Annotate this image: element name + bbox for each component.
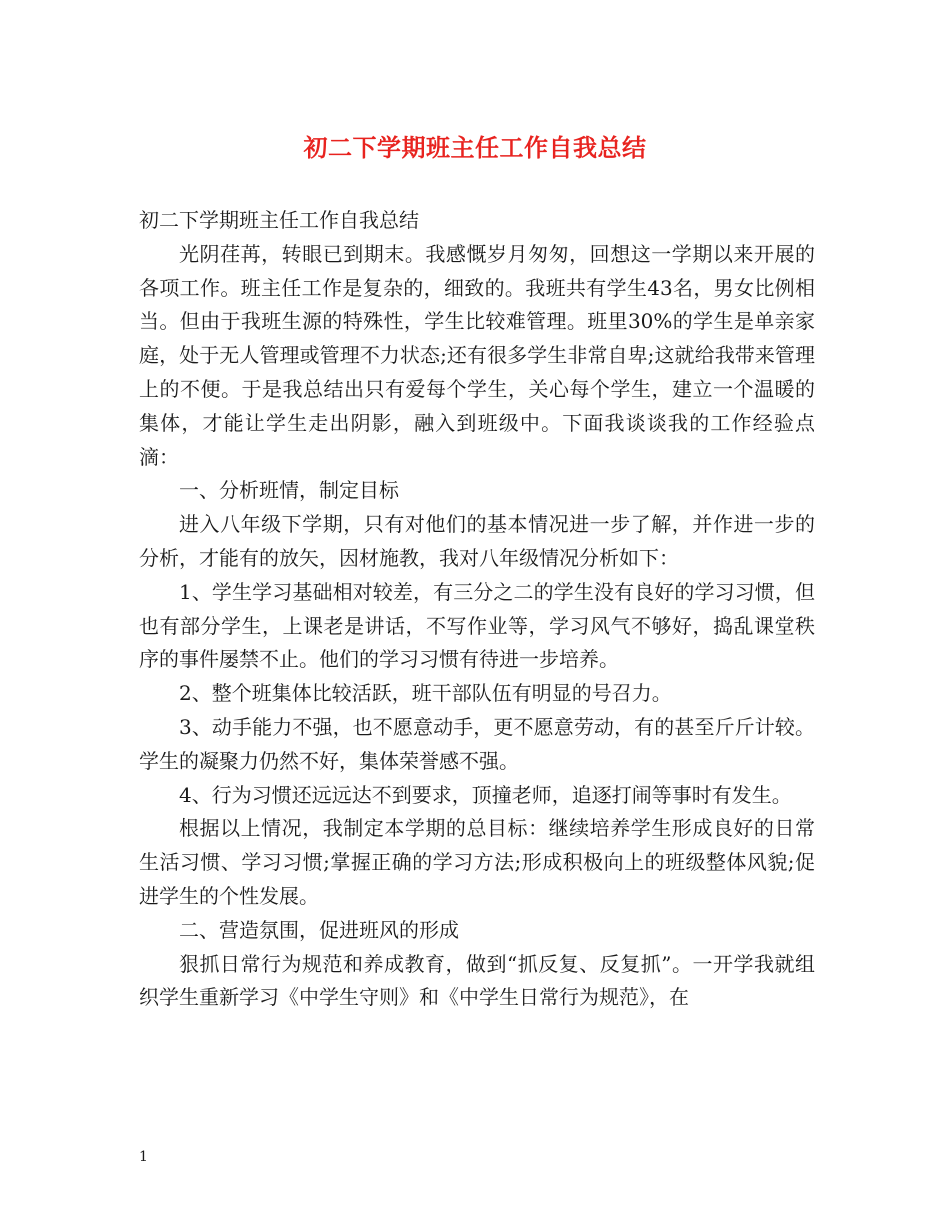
section-heading-2: 二、营造氛围，促进班风的形成 <box>179 917 459 942</box>
section-heading-1: 一、分析班情，制定目标 <box>179 478 399 503</box>
paragraph-analysis: 进入八年级下学期，只有对他们的基本情况进一步了解，并作进一步的分析，才能有的放矢，因材施教，我对八年级情况分析如下： <box>139 512 815 570</box>
list-item-1: 1、学生学习基础相对较差，有三分之二的学生没有良好的学习习惯，但也有部分学生，上课老是讲话，不写作业等，学习风气不够好，捣乱课堂秩序的事件屡禁不止。他们的学习习惯有待进一步培养。 <box>139 579 815 672</box>
document-body <box>139 204 815 1015</box>
paragraph-behavior: 狠抓日常行为规范和养成教育，做到“抓反复、反复抓”。一开学我就组织学生重新学习《中学生守则》和《中学生日常行为规范》，在 <box>139 951 815 1010</box>
list-item-4: 4、行为习惯还远远达不到要求，顶撞老师，追逐打闹等事时有发生。 <box>179 782 792 807</box>
paragraph-goals: 根据以上情况，我制定本学期的总目标：继续培养学生形成良好的日常生活习惯、学习习惯;掌握正确的学习方法;形成积极向上的班级整体风貌;促进学生的个性发展。 <box>139 816 815 908</box>
document-title: 初二下学期班主任工作自我总结 <box>303 133 647 162</box>
page-number: 1 <box>139 1149 148 1165</box>
list-item-3: 3、动手能力不强，也不愿意动手，更不愿意劳动，有的甚至斤斤计较。学生的凝聚力仍然不好，集体荣誉感不强。 <box>139 714 815 773</box>
body-heading: 初二下学期班主任工作自我总结 <box>139 208 419 232</box>
paragraph-intro: 光阴荏苒，转眼已到期末。我感慨岁月匆匆，回想这一学期以来开展的各项工作。班主任工作是复杂的，细致的。我班共有学生43名，男女比例相当。但由于我班生源的特殊性，学生比较难管理。班里30%的学生是单亲家庭，处于无人管理或管理不力状态;还有很多学生非常自卑;这就给我带来管理上的不便。于是我总结出只有爱每个学生，关心每个学生，建立一个温暖的集体，才能让学生走出阴影，融入到班级中。下面我谈谈我的工作经验点滴： <box>139 241 815 469</box>
list-item-2: 2、整个班集体比较活跃，班干部队伍有明显的号召力。 <box>179 681 672 706</box>
